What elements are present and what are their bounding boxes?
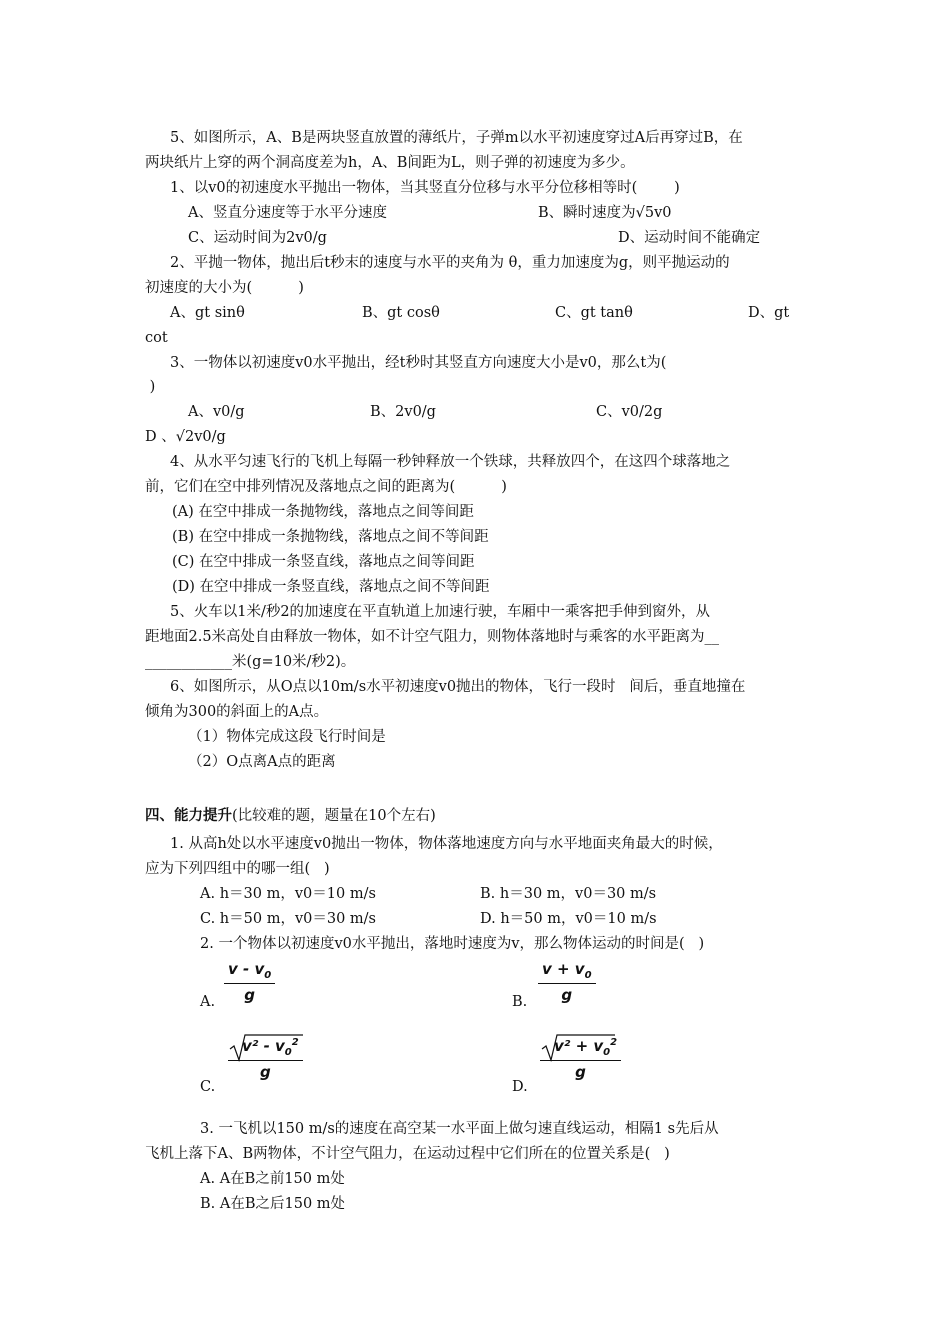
option-d: (D) 在空中排成一条竖直线，落地点之间不等间距 <box>172 579 490 595</box>
option-b-label: B. <box>512 994 528 1010</box>
formula-c <box>228 1037 303 1081</box>
option-a: (A) 在空中排成一条抛物线，落地点之间等间距 <box>172 504 474 520</box>
option-c: (C) 在空中排成一条竖直线，落地点之间等间距 <box>172 554 475 570</box>
option-a: A、gt sinθ <box>170 305 245 321</box>
option-c: C. h＝50 m，v0＝30 m/s <box>200 911 376 927</box>
text-line: 应为下列四组中的哪一组( ) <box>145 861 330 877</box>
text-line: 3、一物体以初速度v0水平抛出，经t秒时其竖直方向速度大小是v0，那么t为( <box>170 355 667 371</box>
option-a: A、v0/g <box>188 404 245 420</box>
sub-question: （1）物体完成这段飞行时间是 <box>188 729 386 745</box>
text-line: 初速度的大小为( ) <box>145 280 304 296</box>
option-a: A、竖直分速度等于水平分速度 <box>188 205 387 221</box>
option-d: D、运动时间不能确定 <box>618 230 761 246</box>
formula-a <box>224 960 275 1004</box>
option-b: B. h＝30 m，v0＝30 m/s <box>480 886 657 902</box>
formula-c-denominator: g <box>259 1063 271 1081</box>
section-note: (比较难的题，题量在10个左右) <box>232 808 436 824</box>
option-b: B、瞬时速度为√5v0 <box>538 205 672 221</box>
text-line: 飞机上落下A、B两物体，不计空气阻力，在运动过程中它们所在的位置关系是( ) <box>145 1146 670 1162</box>
formula-a-denominator: g <box>244 986 255 1004</box>
option-a-label: A. <box>200 994 216 1010</box>
option-b: B. A在B之后150 m处 <box>200 1196 346 1212</box>
subscript: 0 <box>603 1047 611 1058</box>
option-a: A. A在B之前150 m处 <box>200 1171 345 1187</box>
section-title <box>145 806 436 826</box>
formula-b-denominator: g <box>561 986 573 1004</box>
text-line: ____________米(g=10米/秒2)。 <box>145 654 356 670</box>
formula-d-numerator: v² + v <box>554 1037 604 1055</box>
formula-b <box>538 960 596 1004</box>
text-line: cot <box>145 330 168 346</box>
option-d: D 、√2v0/g <box>145 429 226 445</box>
text-line: 6、如图所示，从O点以10m/s水平初速度v0抛出的物体，飞行一段时 间后，垂直地撞在 <box>170 679 746 695</box>
text-line: 倾角为300的斜面上的A点。 <box>145 704 329 720</box>
superscript: 2 <box>610 1037 618 1048</box>
option-c: C、v0/2g <box>596 404 663 420</box>
formula-d <box>540 1037 621 1081</box>
option-d-label: D. <box>512 1079 528 1095</box>
subscript: 0 <box>584 970 592 981</box>
sub-question: （2）O点离A点的距离 <box>188 754 336 770</box>
option-d: D. h＝50 m，v0＝10 m/s <box>480 911 657 927</box>
text-line: 两块纸片上穿的两个洞高度差为h，A、B间距为L，则子弹的初速度为多少。 <box>145 155 635 171</box>
sqrt-sign-icon <box>228 1033 304 1063</box>
subscript: 0 <box>284 1047 292 1058</box>
subscript: 0 <box>264 970 272 981</box>
text-line: 5、火车以1米/秒2的加速度在平直轨道上加速行驶，车厢中一乘客把手伸到窗外，从 <box>170 604 711 620</box>
option-c-label: C. <box>200 1079 216 1095</box>
formula-c-numerator: v² - v <box>242 1037 285 1055</box>
text-line: 2. 一个物体以初速度v0水平抛出，落地时速度为v，那么物体运动的时间是( ) <box>200 936 705 952</box>
option-c: C、运动时间为2v0/g <box>188 230 327 246</box>
section-heading: 四、能力提升 <box>145 807 232 824</box>
option-d: D、gt <box>748 305 790 321</box>
formula-d-denominator: g <box>575 1063 586 1081</box>
option-b: B、2v0/g <box>370 404 436 420</box>
formula-a-numerator: v - v <box>228 960 265 978</box>
text-line: 前，它们在空中排列情况及落地点之间的距离为( ) <box>145 479 507 495</box>
text-line: 1、以v0的初速度水平抛出一物体，当其竖直分位移与水平分位移相等时( ) <box>170 180 680 196</box>
text-line: 3. 一飞机以150 m/s的速度在高空某一水平面上做匀速直线运动，相隔1 s先后从 <box>200 1121 719 1137</box>
superscript: 2 <box>291 1037 299 1048</box>
text-line: 5、如图所示，A、B是两块竖直放置的薄纸片，子弹m以水平初速度穿过A后再穿过B，在 <box>170 130 743 146</box>
formula-b-numerator: v + v <box>542 960 585 978</box>
text-line: 距地面2.5米高处自由释放一物体，如不计空气阻力，则物体落地时与乘客的水平距离为__ <box>145 629 720 645</box>
option-c: C、gt tanθ <box>555 305 633 321</box>
text-line: 2、平抛一物体，抛出后t秒末的速度与水平的夹角为 θ，重力加速度为g，则平抛运动的 <box>170 255 730 271</box>
text-line: 1. 从高h处以水平速度v0抛出一物体，物体落地速度方向与水平地面夹角最大的时候， <box>170 836 723 852</box>
text-line: ) <box>145 379 156 395</box>
option-b: B、gt cosθ <box>362 305 440 321</box>
text-line: 4、从水平匀速飞行的飞机上每隔一秒钟释放一个铁球，共释放四个，在这四个球落地之 <box>170 454 731 470</box>
option-b: (B) 在空中排成一条抛物线，落地点之间不等间距 <box>172 529 489 545</box>
option-a: A. h＝30 m，v0＝10 m/s <box>200 886 376 902</box>
sqrt-sign-icon <box>540 1033 616 1063</box>
